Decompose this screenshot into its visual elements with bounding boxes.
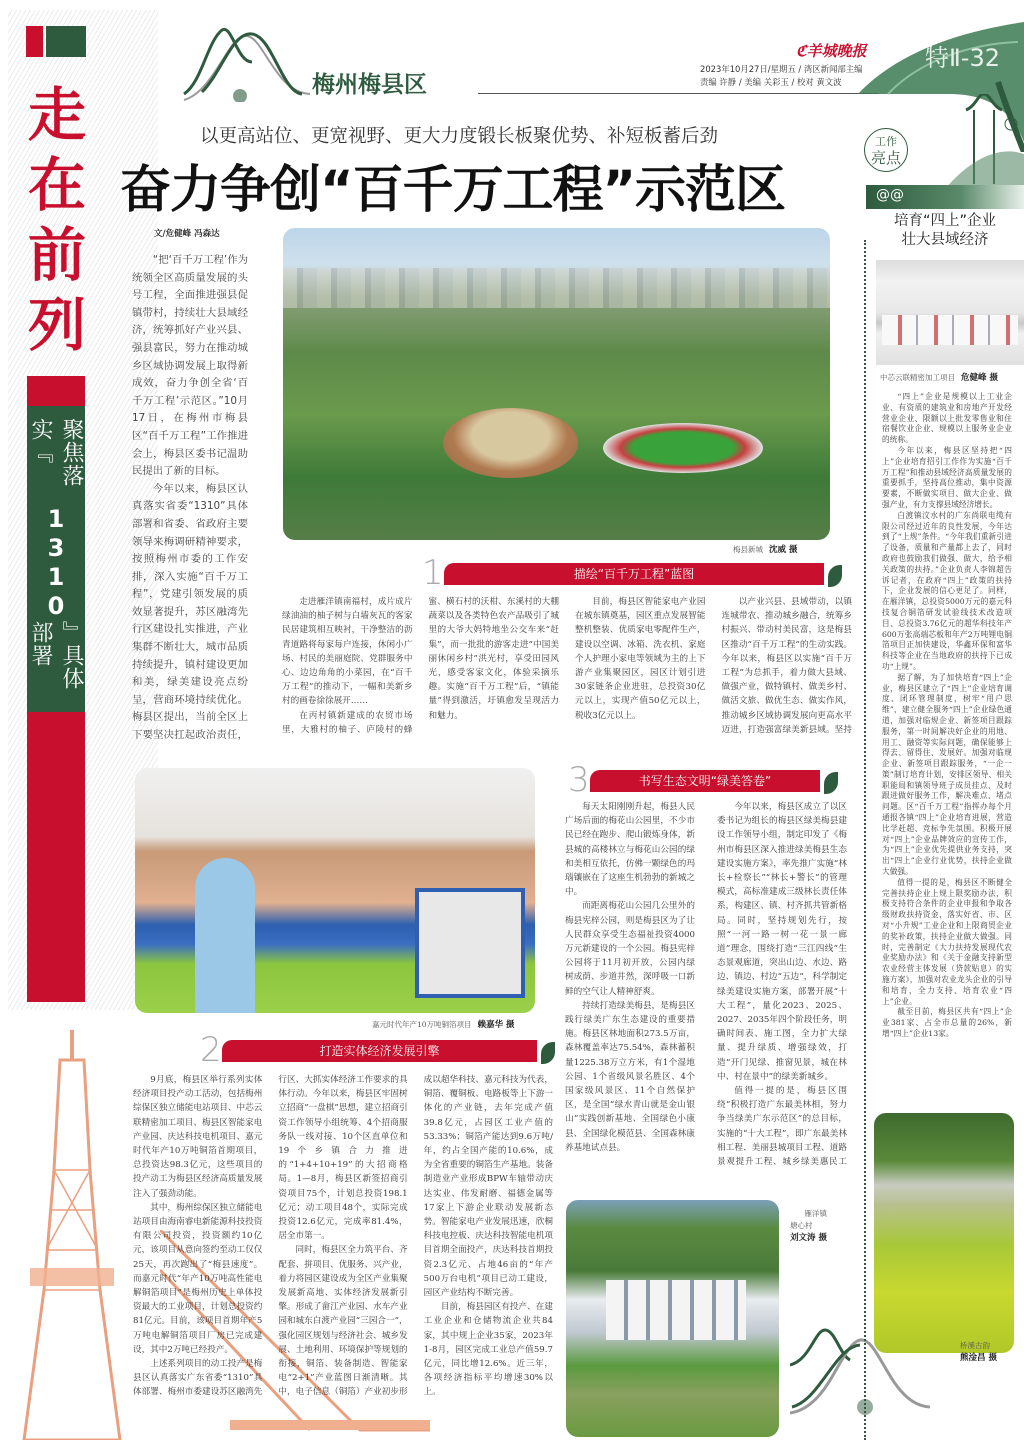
pillar-label-bottom: 』具体部署 bbox=[28, 621, 84, 690]
caption-author: 危健峰 摄 bbox=[961, 373, 998, 383]
section-paragraph: 在丙村镇新建成的农贸市场里，大雅村的柚子、庐陵村的蜂蜜、横石村的沃柑、东溪村的大棚蔬菜以及各类特色农产品吸引了城里的大爷大妈特地坐公交车来“赶集”，而一批批的游客走进“中国美丽休闲乡村”洪光村，享受田园风光，感受客家文化，体验采摘乐趣。实施“百千万工程”后，“镇能量”得到激活，圩镇愈发呈现活力和魅力。 bbox=[282, 597, 559, 735]
column-title-char: 列 bbox=[27, 291, 86, 359]
intro-paragraph: “把‘百千万工程’作为统领全区高质量发展的头号工程，全面推进强县促镇带村，持续壮大县域经济，统筹抓好产业兴县、强县富民，努力在推动城乡区域协调发展上取得新成效，奋力争创全省‘百千万工程’示范区。”10月17日，在梅州市梅县区“百千万工程”工作推进会上，梅县区委书记温助民提出了新的目标。 bbox=[132, 254, 248, 478]
sidebar-dotted-border bbox=[864, 240, 866, 1440]
badge-line-2: 亮点 bbox=[870, 149, 901, 167]
caption-place: 桥溪古韵 bbox=[960, 1341, 990, 1350]
pillar-red-top bbox=[27, 376, 85, 406]
section-1-header bbox=[422, 553, 842, 593]
photo-field bbox=[603, 423, 763, 473]
newspaper-name: 羊城晚报 bbox=[806, 42, 867, 60]
forest-caption bbox=[960, 1340, 997, 1364]
photo-buildings bbox=[283, 268, 830, 308]
section-title: 打造实体经济发展引擎 bbox=[222, 1040, 537, 1062]
section-title: 书写生态文明“绿美答卷” bbox=[590, 770, 820, 792]
newspaper-logo-icon: ℭ bbox=[796, 42, 807, 60]
main-photo-new-city bbox=[283, 228, 830, 540]
column-title bbox=[22, 80, 92, 360]
banner-green-square bbox=[46, 26, 86, 57]
column-title-char: 走 bbox=[27, 81, 86, 149]
editors-line: 责编 许静 / 美编 关彩玉 / 校对 黄文波 bbox=[700, 77, 842, 87]
section-paragraph: 值得一提的是，梅县区围绕“积极打造广东最美林相，努力争当绿美广东示范区”的总目标，实施的“十大工程”，即广东最美林相工程、美丽县城项目工程、道路景观提升工程、城乡绿美惠民工 bbox=[717, 1086, 847, 1168]
date-line: 2023年10月27日/星期五 / 湾区新闻部主编 bbox=[700, 64, 863, 74]
sidebar-paragraph: “四上”企业是规模以上工业企业、有资质的建筑业和房地产开发经营业企业、限额以上批发零售业和住宿餐饮业企业、规模以上服务业企业的统称。 bbox=[882, 392, 1012, 445]
section-2-header bbox=[200, 1030, 555, 1070]
headline-title: 奋力争创“百千万工程”示范区 bbox=[120, 161, 786, 220]
caption-place: 中芯云联精密加工项目 bbox=[880, 373, 955, 382]
photo-stadium bbox=[443, 408, 578, 478]
section-leaf-icon bbox=[828, 565, 842, 587]
photo-exhibits bbox=[882, 315, 1018, 345]
section-paragraph: 目前，梅县区智能家电产业园在城东镇奠基，园区重点发展智能整机整装、优质家电零配件生产，建设以空调、冰箱、洗衣机、家庭个人护理小家电等领域为主的上下游产业集聚园区，园区计划引进30家链条企业进驻，总投资30亿元以上，实现产值50亿元以上，税收3亿元以上。 bbox=[575, 597, 706, 721]
region-title: 梅州梅县区 bbox=[312, 71, 427, 98]
village-photo bbox=[566, 1200, 779, 1437]
column-title-char: 前 bbox=[27, 221, 86, 289]
section-3-body bbox=[565, 800, 847, 1180]
section-paragraph: 同时，梅县区全力筑平台、齐配套、拼项目、优服务、兴产业，着力将园区建设成为全区产业集聚发展新高地、实体经济发展新引擎。形成了畲江产业园、水车产业园和城东白渡产业园“三园合一”，强化园区规划与经济社会、城乡发展、土地利用、环境保护等规划的衔接，铜箔、装备制造、智能家电“2+1”产业蓝图日渐清晰。其中，电子信息（铜箔）产业初步形成以超华科技、嘉元科技为代表，铜箔、覆铜板、电路板等上下游一体化的产业链，去年完成产值39.8亿元，占园区工业产值的53.33%；铜箔产能达到9.6万吨/年，约占全国产能的10.6%，成为全省重要的铜箔生产基地。装备制造业产业形成BPW车轴带动庆达实业、伟发耐磨、福德金属等17家上下游企业联动发展新态势。智能家电产业发展迅速，欣桐科技电控板、庆达科技智能电机项目首期全面投产，庆达科技首期投资2.3亿元、占地46亩的“年产500万台电机”项目已动工建设，园区产业结构不断完善。 bbox=[278, 1075, 553, 1398]
photo-machine bbox=[415, 888, 525, 998]
section-paragraph: 其中，梅州综保区独立储能电站项目由海南睿电新能源科技投资有限公司投资，投资额约10亿元，该项目从意向签约至动工仅仅25天，再次跑出了“梅县速度”。而嘉元时代“年产10万吨高性能电解铜箔项目”是梅州历史上单体投资最大的工业项目，计划总投资约81亿元。目前，该项目首期年产5万吨电解铜箔项目厂房已完成建设，其中2万吨已经投产。 bbox=[133, 1202, 263, 1355]
newspaper-logo bbox=[796, 40, 867, 61]
pillar-vertical-label bbox=[27, 418, 85, 708]
header-rule bbox=[478, 93, 878, 94]
section-leaf-icon bbox=[824, 772, 838, 794]
section-paragraph: 持续打造绿美梅县，是梅县区践行绿美广东生态建设的重要措施。梅县区林地面积273.5万亩，森林覆盖率达75.54%，森林蓄积量1225.38万立方米，有1个湿地公园、1个省级风景名胜区、4个国家级风景区、11个自然保护区，是全国“绿水青山就是金山银山”实践创新基地、全国绿色小康县、全国绿化模范县、全国森林康养基地试点县。 bbox=[565, 1000, 695, 1153]
section-paragraph: 9月底，梅县区举行系列实体经济项目投产动工活动，包括梅州综保区独立储能电站项目、中芯云联精密加工项目、梅县区智能家电产业园、庆达科技电机项目、嘉元时代年产10万吨铜箔首期项目，总投资达98.3亿元，这些项目的投产动工为梅县区经济高质量发展注入了强劲动能。 bbox=[133, 1075, 263, 1199]
section-number: 2 bbox=[200, 1030, 222, 1070]
sidebar-paragraph: 今年以来，梅县区坚持把“四上”企业培育招引工作作为实施“百千万工程”和推动县域经济高质量发展的重要抓手，坚持高位推动，集中资源要素，不断做实项目、做大企业、做强产业，有力支撑县域经济增长。 bbox=[882, 445, 1012, 509]
section-paragraph: 今年以来，梅县区成立了以区委书记为组长的梅县区绿美梅县建设工作领导小组，制定印发了《梅州市梅县区深入推进绿美梅县生态建设实施方案》，率先推广实施“林长+检察长”“林长+警长”的管理模式，高标准建成三级林长责任体系，构建区、镇、村齐抓共管新格局。同时，坚持规划先行，按照“一河一路一树一花一景一廊道”理念，围绕打造“三江四线”生态景观廊道，突出山边、水边、路边、镇边、村边“五边”，科学制定绿美建设实施方案，部署开展“十大工程”，量化2023、2025、2027、2035年四个阶段任务，明确时间表、施工图，全力扩大绿量、提升绿质、增强绿效，打造“开门见绿、推窗见景，城在林中、村在景中”的绿美新城乡。 bbox=[717, 802, 847, 1082]
section-number: 3 bbox=[568, 760, 590, 800]
section-2-body bbox=[133, 1073, 553, 1428]
section-title: 描绘“百千万工程”蓝图 bbox=[444, 563, 824, 585]
intro-column bbox=[132, 252, 248, 742]
sidebar-photo-caption bbox=[880, 371, 998, 383]
section-paragraph: 上述系列项目的动工投产是梅县区认真落实广东省委“1310”具体部署、梅州市委建设苏区融湾先行区、大抓实体经济工作要求的具体行动。今年以来，梅县区牢固树立招商“一盘棋”思想，建立招商引资工作领导小组统筹、4个招商服务队一线对接、10个区直单位和19个乡镇合力推进的“1+4+10+19”的大招商格局。1—8月，梅县区新签招商引资项目75个，计划总投资198.1亿元；动工项目48个，实际完成投资12.6亿元，完成率81.4%，居全市第一。 bbox=[133, 1075, 408, 1398]
caption-place: 梅县新城 bbox=[733, 545, 763, 554]
sidebar-paragraph: 截至目前，梅县区共有“四上”企业381家、占全市总量的26%，新增“四上”企业13家。 bbox=[882, 1007, 1012, 1039]
byline: 文/危健峰 冯森达 bbox=[154, 229, 220, 239]
sidebar-photo-factory-hall bbox=[876, 260, 1024, 365]
sidebar-paragraph: 据了解，为了加快培育“四上”企业，梅县区建立了“四上”企业培育调度、闭环管理制度，树牢“用户思维”，建立健全服务“四上”企业绿色通道，加强对临规企业、新签项目跟踪服务，第一时间解决好企业的用地、用工、融资等实际问题，确保能够上得去、留得住、发展好。加强对临规企业、新签项目跟踪服务，“一企一策”制订培育计划，安排区领导、相关职能局和镇领导班子成员挂点，及时跟进做好服务工作，解决难点、堵点问题。区“百千万工程”指挥办每个月通报各镇“四上”企业培育进展，营造比学赶超、竞标争先氛围。积极开展对“四上”企业品牌效应的宣传工作，为“四上”企业优先提供业务支持，突出“四上”企业行业优势，扶持企业做大做强。 bbox=[882, 672, 1012, 877]
sidebar-paragraph: 白渡镇汶水村的广东尚联电缆有限公司经过近年的良性发展，今年达到了“上规”条件。“今年我们重新引进了设备，质量和产量都上去了，同时政府也鼓励我们做强、做大，给予相关政策的扶持。”企业负责人李锦超告诉记者，在政府“四上”政策的扶持下，企业发展的信心更足了。同样，在雁洋镇，总投资5000万元的嘉元科技复合铜箔研发试验线技术改造项目、总投资3.76亿元的超华科技年产600万张高端芯板和年产2万吨锂电铜箔项目正加快建设，华鑫环保和富华科技等企业在当地政府的扶持下已成功“上规”。 bbox=[882, 510, 1012, 671]
main-photo-caption bbox=[733, 543, 797, 555]
caption-author: 刘文涛 摄 bbox=[790, 1233, 827, 1243]
caption-place: 雁洋镇 bbox=[804, 1209, 827, 1218]
pillar-red-bottom bbox=[27, 712, 85, 1002]
pavilion-decoration bbox=[946, 94, 1024, 188]
sidebar-paragraph: 值得一提的是，梅县区不断健全完善扶持企业上规上限奖励办法，积极支持符合条件的企业申报和争取各级财政扶持资金，落实好省、市、区对“小升规”工业企业和上限商贸企业的奖补政策，扶持企业做大做强。同时，完善制定《大力扶持发展现代农业奖励办法》和《关于金融支持新型农业经营主体发展（贷款贴息）的实施方案》，加强对农业龙头企业的引导和培育，全力支持、培育农业“四上”企业。 bbox=[882, 877, 1012, 1006]
canton-tower-illustration bbox=[10, 1030, 140, 1440]
sidebar-title-line: 壮大县域经济 bbox=[901, 232, 989, 248]
sidebar-title-band bbox=[866, 185, 1024, 209]
section-paragraph: 目前，梅县园区有投产、在建工业企业和仓储物流企业共84家，其中规上企业35家，2023年1-8月，园区完成工业总产值59.7亿元，同比增12.6%。近三年，各项经济指标平均增速30%以上。 bbox=[423, 1302, 553, 1398]
village-caption bbox=[790, 1208, 827, 1244]
banner-red-square bbox=[26, 26, 43, 57]
photo-houses bbox=[606, 1280, 746, 1340]
pillar-label-number: 1310 bbox=[42, 505, 70, 621]
factory-photo bbox=[135, 768, 535, 1013]
pillar-label-top: 聚焦落实『 bbox=[28, 418, 84, 487]
section-leaf-icon bbox=[541, 1042, 555, 1064]
sidebar-badge bbox=[864, 128, 908, 172]
photo-worker bbox=[195, 858, 255, 1013]
caption-author: 熊淦昌 摄 bbox=[960, 1353, 997, 1363]
headline-subtitle: 以更高站位、更宽视野、更大力度锻长板聚优势、补短板蓄后劲 bbox=[200, 126, 719, 147]
mountain-logo bbox=[182, 22, 312, 102]
section-3-header bbox=[568, 760, 838, 800]
sidebar-body bbox=[882, 392, 1012, 1092]
badge-line-1: 工作 bbox=[875, 135, 897, 148]
factory-photo-caption bbox=[372, 1018, 515, 1030]
cloud-ornament-icon: @@ bbox=[876, 187, 904, 203]
caption-author: 赖嘉华 摄 bbox=[477, 1020, 515, 1030]
section-paragraph: 走进雁洋镇南福村，成片成片绿油油的柚子树与白墙灰瓦的客家民居建筑相互映衬，干净整洁的沥青道路将每家每户连接，休闲小广场、村民的美丽庭院、党群服务中心、边边角角的小菜园，在“百千万工程”的推动下，一幅和美新乡村的画卷徐徐展开…… bbox=[282, 597, 413, 707]
section-paragraph: 每天太阳刚刚升起，梅县人民广场后面的梅花山公园里，不少市民已经在跑步、爬山锻炼身体，新县城的高楼林立与梅花山公园的绿和美相互依托，仿佛一颗绿色的玛瑙镶嵌在了这座生机勃勃的新城之中。 bbox=[565, 802, 695, 898]
column-title-char: 在 bbox=[27, 151, 86, 219]
section-1-body bbox=[282, 595, 852, 745]
section-number: 1 bbox=[422, 553, 444, 593]
caption-place: 嘉元时代年产10万吨铜箔项目 bbox=[372, 1020, 472, 1029]
caption-place: 塘心村 bbox=[790, 1221, 813, 1230]
section-paragraph: 而距离梅花山公园几公里外的梅县宪梓公园，则是梅县区为了让人民群众享受生态福祉投资4000万元新建设的一个公园。梅县宪梓公园将于11月初开放，公园内绿树成荫、步道井然，深呼吸一口新鲜的空气让人精神舒爽。 bbox=[565, 901, 695, 997]
page-number: 特Ⅱ-32 bbox=[925, 44, 1001, 72]
sidebar-title-line: 培育“四上”企业 bbox=[893, 213, 997, 229]
section-paragraph: 以产业兴县、县域带动，以镇连城带农、推动城乡融合，统筹乡村振兴、带动村美民富，这是梅县区推动“百千万工程”的生动实践。今年以来，梅县区以实施“百千万工程”为总抓手，着力做大县域、做强产业，做特镇村、做美乡村、做活文旅、做优生态、做实作风，推动城乡区域协调发展向更高水平迈进，打造强富绿美新县域。坚持 bbox=[721, 597, 852, 735]
sidebar-title bbox=[866, 212, 1024, 250]
forest-photo bbox=[874, 1113, 1014, 1353]
caption-author: 沈威 摄 bbox=[769, 545, 798, 555]
intro-paragraph: 今年以来，梅县区认真落实省委“1310”具体部署和省委、省政府主要领导来梅调研精神要求，按照梅州市委的工作安排，深入实施“百千万工程”，党建引领发展的质效显著提升，苏区融湾先行区建设扎实推进，产业集群不断壮大，城市品质持续提升，镇村建设更加和美，绿美建设亮点纷呈，营商环境持续优化。梅县区提出，当前全区上下要坚决扛起政治责任， bbox=[132, 482, 248, 742]
